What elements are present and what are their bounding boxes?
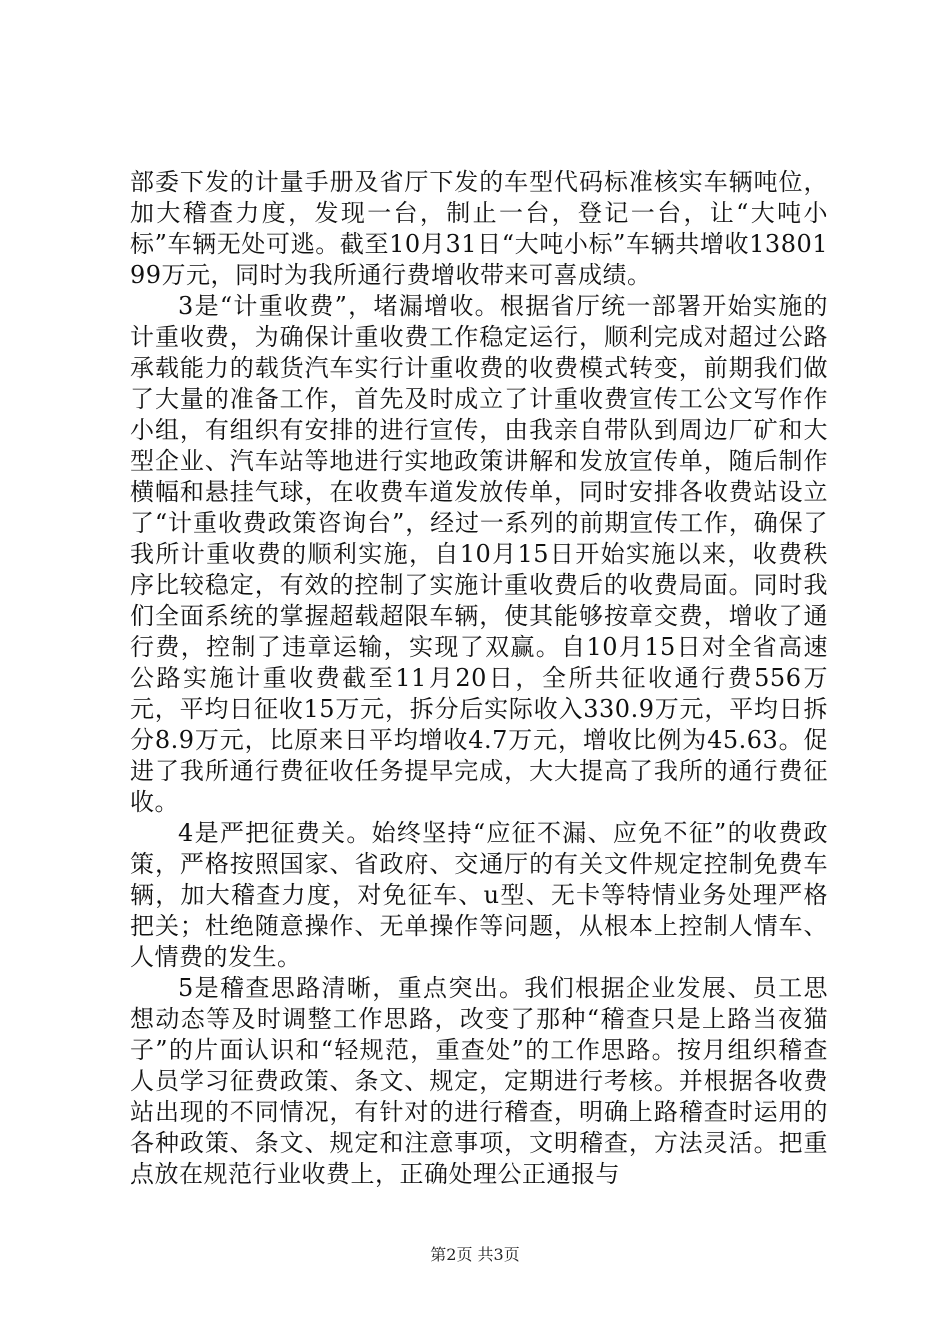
paragraph-4: 5是稽查思路清晰，重点突出。我们根据企业发展、员工思想动态等及时调整工作思路，改变了那种“稽查只是上路当夜猫子”的片面认识和“轻规范，重查处”的工作思路。按月组织稽查人员学习征费政策、条文、规定，定期进行考核。并根据各收费站出现的不同情况，有针对的进行稽查，明确上路稽查时运用的各种政策、条文、规定和注意事项，文明稽查，方法灵活。把重点放在规范行业收费上，正确处理公正通报与 [130, 974, 828, 1188]
paragraph-3: 4是严把征费关。始终坚持“应征不漏、应免不征”的收费政策，严格按照国家、省政府、交通厅的有关文件规定控制免费车辆，加大稽查力度，对免征车、u型、无卡等特情业务处理严格把关；杜绝随意操作、无单操作等问题，从根本上控制人情车、人情费的发生。 [130, 819, 828, 971]
paragraph-2: 3是“计重收费”，堵漏增收。根据省厅统一部署开始实施的计重收费，为确保计重收费工作稳定运行，顺利完成对超过公路承载能力的载货汽车实行计重收费的收费模式转变，前期我们做了大量的准备工作，首先及时成立了计重收费宣传工公文写作作小组，有组织有安排的进行宣传，由我亲自带队到周边厂矿和大型企业、汽车站等地进行实地政策讲解和发放宣传单，随后制作横幅和悬挂气球，在收费车道发放传单，同时安排各收费站设立了“计重收费政策咨询台”，经过一系列的前期宣传工作，确保了我所计重收费的顺利实施，自10月15日开始实施以来，收费秩序比较稳定，有效的控制了实施计重收费后的收费局面。同时我们全面系统的掌握超载超限车辆，使其能够按章交费，增收了通行费，控制了违章运输，实现了双赢。自10月15日对全省高速公路实施计重收费截至11月20日，全所共征收通行费556万元，平均日征收15万元，拆分后实际收入330.9万元，平均日拆分8.9万元，比原来日平均增收4.7万元，增收比例为45.63。促进了我所通行费征收任务提早完成，大大提高了我所的通行费征收。 [130, 292, 828, 816]
document-body [130, 167, 828, 1190]
paragraph-1: 部委下发的计量手册及省厅下发的车型代码标准核实车辆吨位，加大稽查力度，发现一台，制止一台，登记一台，让“大吨小标”车辆无处可逃。截至10月31日“大吨小标”车辆共增收1380199万元，同时为我所通行费增收带来可喜成绩。 [130, 168, 828, 289]
page-footer: 第2页 共3页 [430, 1245, 520, 1264]
